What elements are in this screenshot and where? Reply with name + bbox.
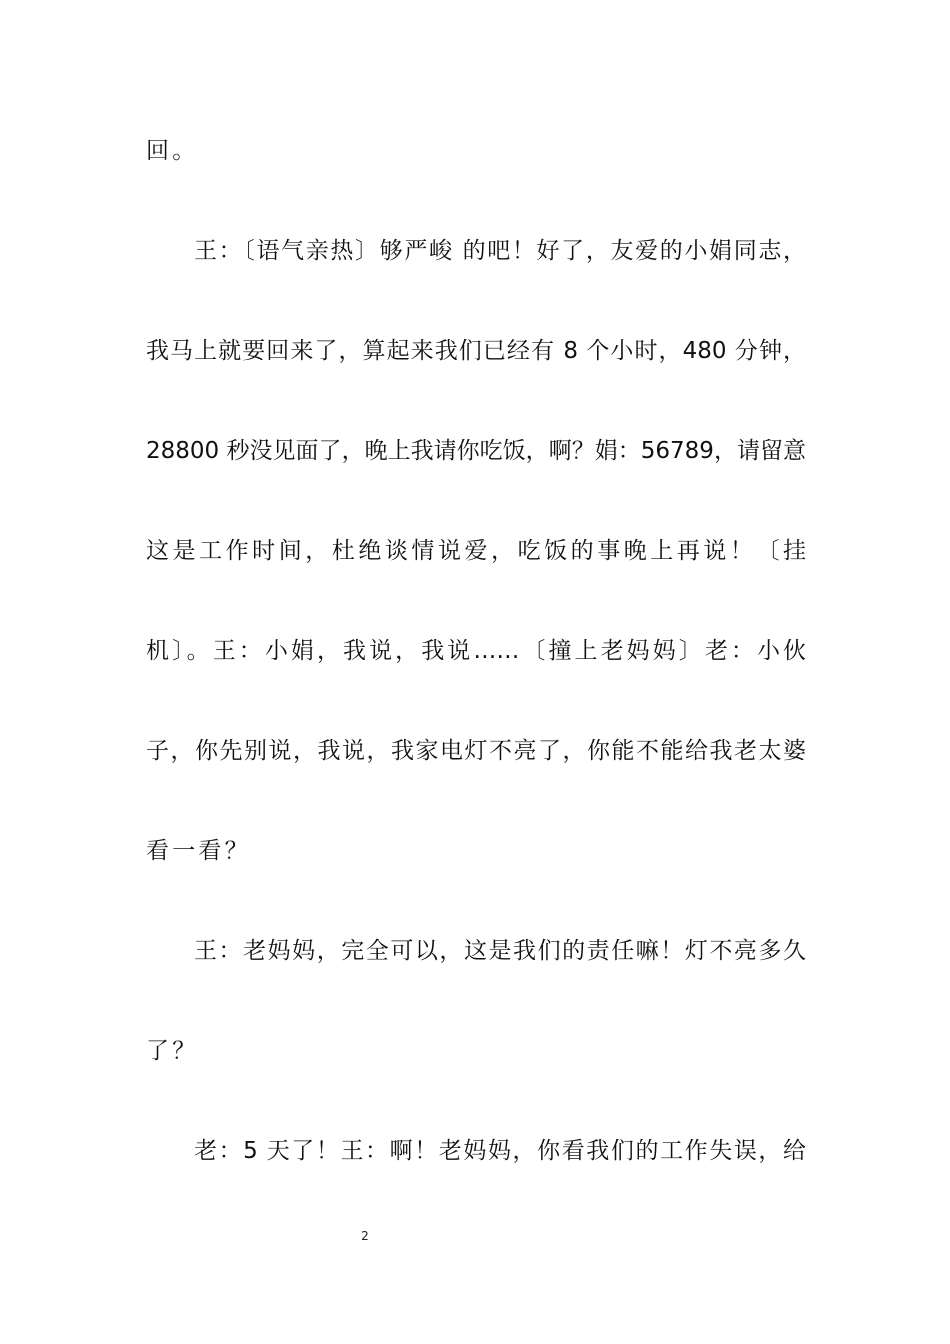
page-number: 2 [361, 1229, 369, 1243]
text-line: 回。 [146, 138, 199, 164]
text-line: 了？ [146, 1038, 199, 1064]
text-line: 王：老妈妈，完全可以，这是我们的责任嘛！灯不亮多久 [194, 938, 806, 964]
text-line: 我马上就要回来了，算起来我们已经有 8 个小时，480 分钟， [146, 338, 806, 364]
text-line: 看一看？ [146, 838, 251, 864]
text-line: 王：〔语气亲热〕够严峻 的吧！好了，友爱的小娟同志， [194, 238, 806, 264]
text-line: 机〕。王：小娟，我说，我说……〔撞上老妈妈〕老：小伙 [146, 638, 806, 664]
text-line: 老：5 天了！王：啊！老妈妈，你看我们的工作失误，给 [194, 1138, 806, 1164]
text-line: 子，你先别说，我说，我家电灯不亮了，你能不能给我老太婆 [146, 738, 806, 764]
text-line: 28800 秒没见面了，晚上我请你吃饭，啊？娟：56789，请留意 [146, 438, 806, 464]
text-line: 这是工作时间，杜绝谈情说爱，吃饭的事晚上再说！〔挂 [146, 538, 806, 564]
